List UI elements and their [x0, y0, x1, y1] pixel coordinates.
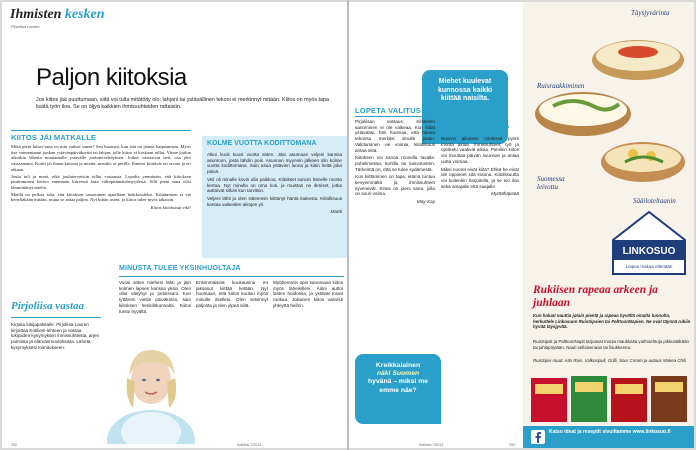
section-rule-1	[11, 130, 191, 131]
section-3-para-1: Pirjoliisan vastaus: Kiitoksen sanominen ei ole vaikeaa. Kun kiität ystävääsi, hän huomaa, että hänen tekonsa merkitsi sinulle jotain. Valittaminen vie voimia, kiitollisuus antaa niitä.	[355, 119, 435, 153]
linkosuo-logo	[609, 210, 689, 276]
section-4-body	[441, 136, 519, 197]
section-1-para-1: Mikä pieni kiitos-sana on niin vaikea sanoa? Sen huomaa, kun sitä on jäänyt kaipaamaan. Myös itse vaimentanut jonkun ystävänpäiväkortin tai lahjan, jolle kiitos ei koskaan tullut. Viime joulun aikoihin lähetin muutamalle ystävälle joulutervehdyksen. Jotkut vastasivat heti, osa jätti vastaamatta. Kortti jäi ilman kiitosta ja mietin, menikö se perille. Ihmiset kiittävät eri tavoin ja eri aikaan.	[11, 144, 191, 172]
page-number-left: 292	[11, 443, 17, 447]
section-1-para-2: Joulu tuli ja meni, eikä jouluterveisiin tullut vastausta. Lopulta ymmärsin, että kiitoksen puuttuminen kertoo enemmän kiireestä kuin välinpitämättömyydestä. Silti pieni sana olisi lämmittänyt mieltä.	[11, 173, 191, 190]
pirjo-text: Kirjoita lukijapalstalle. Pirjoliisa Lauren kirjoittaa Kotiliesi-lehteen ja vastaa lukijoiden kysymyksiin ihmissuhteista, arjen pulmista ja elämänmuutoksista. Lähetä kysymyksesi toimitukseen.	[11, 322, 100, 350]
ad-caption-3: Suomessa leivottu	[537, 175, 565, 191]
pirjo-rule	[11, 317, 101, 318]
facebook-icon	[531, 430, 545, 444]
section-rule-2	[119, 276, 344, 277]
kicker-author: Pirjoliisa Lauren	[11, 24, 40, 29]
section-1-body	[11, 144, 191, 211]
badge-bottom-line-1: Kreikkalainen	[375, 362, 421, 369]
ad-caption-4: Sääiloteltaanin	[633, 197, 676, 205]
story-box-signature: Martti	[330, 209, 342, 215]
ad-product-packages	[529, 372, 689, 424]
ad-footer-text: Katso ideat ja reseptit sivuiltamme www.linkosuo.fi	[549, 429, 671, 435]
section-title-1: KIITOS JÄI MATKALLE	[11, 133, 97, 142]
section-4-para-2: Miksi nuoret eivät kiitä? Ehkä he eivät ole oppineet sitä kotona. Kiitollisuutta voi kuitenkin harjoitella, ja se tuo iloa sekä antajalle että saajalle.	[441, 166, 519, 189]
badge-bottom-line-2: näki Suomen	[376, 370, 420, 378]
story-box-para-3: Veljeni lähti ja olen sittemmin kiittänyt häntä kaikesta. Kiitollisuus kantaa vaikeiden aikojen yli.	[207, 195, 342, 207]
section-2-col-1: Vuosi sitten mieheni lähti ja jäin kolmen lapsen kanssa yksin. Olen ollut väsynyt ja peloissani. Kun tyttäreni vietiin päiväkotiin, sain kiitoksen henkilökunnalta. Kiitos tuntui hyvältä.	[119, 280, 191, 314]
section-3-para-3: Kun kiittäminen on tapa, elämä tuntuu kevyemmältä ja ihmissuhteet syvenevät. Kiitos on pieni sana, jolla on suuri voima.	[355, 174, 435, 197]
logo-wordmark: LINKOSUO	[622, 246, 676, 257]
right-page	[349, 2, 694, 448]
ad-headline: Rukiisen rapeaa arkeen ja juhlaan	[533, 284, 658, 309]
section-title-3: LOPETA VALITUS	[355, 106, 421, 115]
section-3-signature: May-Kay	[416, 199, 435, 205]
pirjo-heading: Pirjoliisa vastaa	[11, 300, 85, 312]
page-headline: Paljon kiitoksia	[36, 64, 187, 91]
section-2-col-2: Ensimmäisinä kuukausina en jaksanut kiittää ketään. Nyt huomaan, että kiitos kuuluu myös minulle itselleni. Olen selvinnyt paljosta ja olen ylpeä siitä.	[196, 280, 268, 308]
ad-body-3: RuisSipsi muut: Aito Ruis, Valkosipuli, Grilli, Sour Cream ja uutuus Makea Chili	[533, 358, 686, 363]
quote-badge-bottom	[355, 354, 441, 424]
badge-bottom-line-3: hyvänä – miksi me emme näe?	[367, 378, 429, 394]
ad-caption-1: Täysjyvärinta	[631, 9, 670, 17]
section-title-4: MIKÄ MAISIA VAIVAA?	[441, 126, 510, 132]
ad-caption-2: Ruisraakkiminen	[537, 82, 585, 90]
footer-issue-left: Kotiliesi 7/2013	[237, 443, 262, 447]
left-page	[2, 2, 347, 448]
section-1-signature: Kiitos kiitoksista eilä!	[150, 205, 191, 211]
section-1-para-3: Meillä on pelkoa siitä, että kiitoksen sanominen ajatellaan heikkoudeksi. Kiittäminen ei vie keneltäkään mitään, mutta se antaa paljon. Nyt kiitän usein, ja kiitos tulee myös takaisin.	[11, 191, 191, 203]
kicker-word-2: kesken	[64, 7, 105, 22]
section-4-para-1: Nuoren aikuisen mielessä pyörii monta asiaa. Ihmissuhteet, työ ja opiskelu vaativat aikaa. Pienikin kiitos voi muuttaa päivän suunnan ja antaa uutta voimaa.	[441, 136, 519, 164]
section-2-col-3: Myöhemmin opin sanomaan kiitos myös läheisilleni. Äitini auttoi lasten hoidossa, ja ystävät toivat ruokaa. Jokainen kiitos vahvisti yhteyttä heihin.	[273, 280, 343, 308]
story-box-para-1: Alkoi kuoli kuusi vuotta sitten. Jäin asumaan veljeni kanssa asuntoon, josta lähdin pois. Asunnon myynnin jälkeen olin kolme vuotta kodittomana. Sain asua ystävien luona ja kiitin heitä joka päivä.	[207, 152, 342, 175]
ad-body-2: RuisSipsit ja PalttoonNapit tarjoavat monia maukkaita vaihtoehtoja pikkunälkään tai juhlapöytään. Nauti sellaisenaan tai lisukkeena.	[533, 339, 689, 350]
section-3-para-2: Kiitoksen voi sanoa monella tavalla: puhelimessa, kortilla tai kasvotusten. Tärkeintä on, että se tulee sydämestä.	[355, 155, 435, 172]
footer-issue-right: Kotiliesi 7/2013	[419, 443, 444, 447]
story-box-para-2: Veli oli minulle kovin alla paikkoa. Kiitokset sanoin hänelle monta kertaa. Nyt minulla on oma koti, ja muistan ne ihmiset, jotka auttoivat silloin kun tarvitsin.	[207, 176, 342, 194]
ad-body-1: Kun haluat nauttia jotain pientä ja rapeaa hyvältä omalta tunnolta, herkuttele Linkosuon RuisSipsien tai PalttoonNapien. Ne ovat täynnä rukiin hyvää täysjyvää.	[533, 313, 691, 330]
column-kicker	[10, 7, 105, 23]
lead-paragraph: Jos kiitos jää puuttumaan, siitä voi tulla mitätöity olo: lahjani tai ystävällinen tekoni ei merkinnyt mitään. Kiitos on myös tapa lisätä työn iloa. Se on öljyä kaikkien ihmissuhteiden rattaisiin.	[36, 97, 330, 110]
section-rule-3	[355, 116, 435, 117]
kicker-word-1: Ihmisten	[10, 7, 62, 22]
section-title-2: MINUSTA TULEE YKSINHUOLTAJA	[119, 265, 241, 272]
story-box-body	[207, 152, 342, 215]
author-portrait	[105, 332, 197, 444]
section-4-signature: Myötähäpeää	[491, 191, 519, 197]
logo-tagline: Leipoo makua elämään	[625, 264, 673, 269]
story-box-title: KOLME VUOTTA KODITTOMANA	[207, 140, 317, 147]
linkosuo-advertisement	[523, 2, 694, 448]
section-3-body	[355, 119, 435, 205]
quote-badge-top: Miehet kuulevat kunnossa kaikki kiittää naisilta.	[422, 70, 508, 144]
page-number-right: 293	[509, 443, 515, 447]
